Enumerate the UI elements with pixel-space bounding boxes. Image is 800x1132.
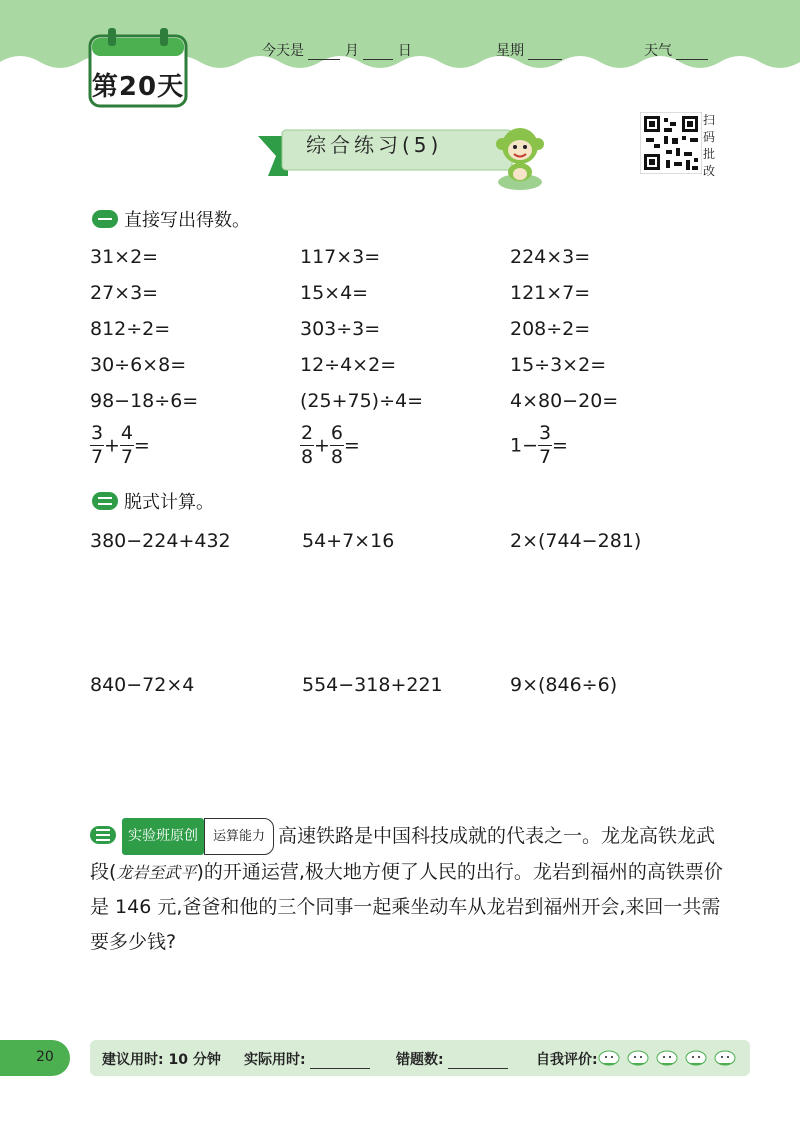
self-eval-label: 自我评价:: [536, 1052, 598, 1068]
day-label: 第20天: [91, 72, 185, 102]
calc-problem: 54+7×16: [302, 530, 395, 552]
month-label: 月: [344, 43, 359, 59]
oral-problem: 121×7=: [510, 282, 591, 304]
oral-problem: 98−18÷6=: [90, 390, 199, 412]
month-blank[interactable]: [308, 59, 340, 60]
oral-problem: 812÷2=: [90, 318, 171, 340]
day-unit-label: 日: [397, 43, 412, 59]
rating-face-icon[interactable]: [714, 1048, 736, 1066]
weather-label: 天气: [644, 43, 672, 59]
weekday-blank[interactable]: [528, 59, 562, 60]
original-tag: 实验班原创: [122, 818, 204, 855]
calc-problem: 9×(846÷6): [510, 674, 618, 696]
qr-caption-char: 扫: [703, 113, 716, 127]
section-2-number-icon: [92, 492, 118, 510]
date-field: [262, 40, 412, 60]
fraction-problem: $\frac{3}{7}$ + $\frac{4}{7}$ =: [90, 422, 150, 468]
calc-problem: 840−72×4: [90, 674, 195, 696]
oral-problem: 27×3=: [90, 282, 159, 304]
weather-field: [644, 40, 708, 60]
calc-problem: 380−224+432: [90, 530, 231, 552]
oral-problem: 208÷2=: [510, 318, 591, 340]
weekday-field: [496, 40, 562, 60]
oral-problem: 15÷3×2=: [510, 354, 607, 376]
rating-face-icon[interactable]: [685, 1048, 707, 1066]
weekday-label: 星期: [496, 43, 524, 59]
section-2-heading: [92, 488, 214, 514]
word-problem: [90, 818, 730, 960]
fraction: $\frac{4}{7}$: [120, 422, 133, 468]
day-badge: [86, 26, 190, 110]
section-1-number-icon: [92, 210, 118, 228]
actual-time: [244, 1049, 370, 1069]
oral-problem: 12÷4×2=: [300, 354, 397, 376]
skill-tag: 运算能力: [204, 818, 274, 855]
oral-problem: 4×80−20=: [510, 390, 619, 412]
oral-problem: 117×3=: [300, 246, 381, 268]
fraction: $\frac{6}{8}$: [330, 422, 343, 468]
rating-face-icon[interactable]: [656, 1048, 678, 1066]
actual-time-label: 实际用时:: [244, 1052, 306, 1068]
self-evaluation: [536, 1049, 598, 1069]
qr-code-icon[interactable]: [640, 112, 702, 174]
oral-problem: 15×4=: [300, 282, 369, 304]
fraction-problem: 1− $\frac{3}{7}$ =: [510, 422, 568, 468]
oral-problem: 224×3=: [510, 246, 591, 268]
oral-problem: 303÷3=: [300, 318, 381, 340]
qr-caption-char: 改: [703, 164, 716, 178]
problem-text: )的开通运营,极大地方便了人民的出行。龙岩到福州的高铁票价是 146 元,爸爸和他的三个同事一起乘坐动车从龙岩到福州开会,来回一共需要多少钱?: [90, 861, 723, 953]
problem-text-note: 龙岩至武平: [116, 863, 197, 882]
rating-face-icon[interactable]: [627, 1048, 649, 1066]
day-blank[interactable]: [363, 59, 393, 60]
self-eval-faces: [598, 1048, 738, 1070]
fraction: $\frac{2}{8}$: [300, 422, 314, 468]
qr-caption: [703, 112, 721, 180]
page-tab: [0, 1040, 70, 1076]
rating-face-icon[interactable]: [598, 1048, 620, 1066]
page-number: 20: [36, 1049, 54, 1065]
qr-caption-char: 批: [703, 147, 716, 161]
suggested-time: 建议用时: 10 分钟: [102, 1052, 221, 1068]
error-count: [396, 1049, 508, 1069]
oral-problem: (25+75)÷4=: [300, 390, 424, 412]
today-label: 今天是: [262, 43, 304, 59]
oral-problem: 31×2=: [90, 246, 159, 268]
calc-problem: 554−318+221: [302, 674, 443, 696]
calc-problem: 2×(744−281): [510, 530, 642, 552]
fraction-problem: $\frac{2}{8}$ + $\frac{6}{8}$ =: [300, 422, 360, 468]
oral-problem: 30÷6×8=: [90, 354, 187, 376]
weather-blank[interactable]: [676, 59, 708, 60]
actual-time-blank[interactable]: [310, 1068, 370, 1069]
qr-caption-char: 码: [703, 130, 716, 144]
section-1-heading: [92, 206, 250, 232]
error-count-label: 错题数:: [396, 1052, 444, 1068]
section-3-number-icon: [90, 826, 116, 844]
page-title: 综合练习(5): [306, 133, 443, 157]
problem-text: 高速铁路是中国科技成就的代表之一。龙龙高铁龙武段(: [90, 825, 716, 883]
fraction: $\frac{3}{7}$: [538, 422, 552, 468]
section-1-title: 直接写出得数。: [124, 210, 250, 231]
error-count-blank[interactable]: [448, 1068, 508, 1069]
section-2-title: 脱式计算。: [124, 492, 214, 513]
fraction: $\frac{3}{7}$: [90, 422, 104, 468]
